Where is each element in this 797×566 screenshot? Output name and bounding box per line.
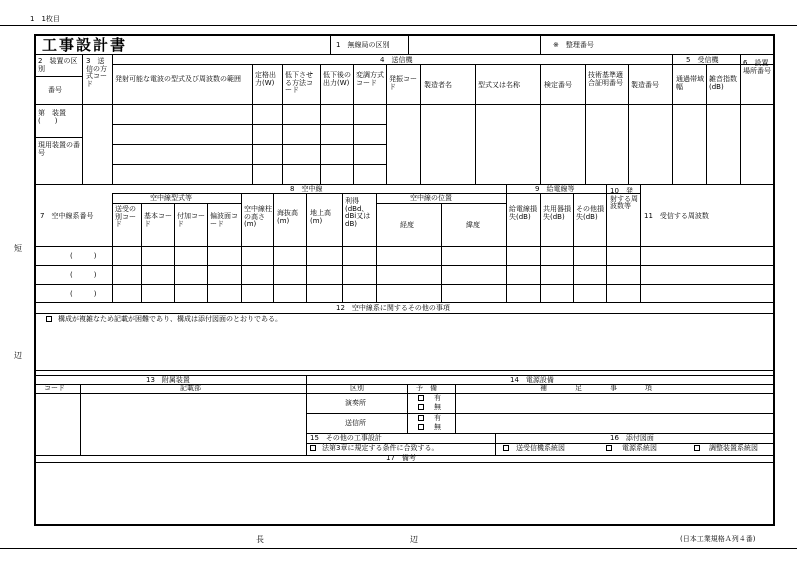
antenna-pos-label: 空中線の位置 (410, 194, 452, 202)
sec12-bottom (35, 370, 775, 371)
vdiv-m (672, 55, 673, 184)
antenna-row-1 (35, 265, 775, 266)
vdiv-j (540, 64, 541, 184)
row-line-left (35, 137, 82, 138)
row-line-3 (112, 164, 386, 165)
sec8-label: 8 空中線 (290, 185, 323, 193)
sec17-label: 17 備考 (386, 454, 416, 462)
sec11-label: 11 受信する周波数 (644, 212, 709, 220)
sec15-check-text: 法第3章に規定する条件に合致する。 (322, 444, 439, 452)
sec10-label: 10 発射する周波数等 (610, 187, 638, 211)
sec16-item-1: 送受信機系統図 (516, 444, 565, 452)
vdiv-g (386, 64, 387, 184)
antenna-header-bottom (35, 246, 775, 247)
sec3-label: 3 送信の方式コード (86, 57, 107, 89)
sec7-label: 7 空中線系番号 (40, 212, 94, 220)
col-cert-no: 検定番号 (544, 81, 572, 89)
sec15-checkbox[interactable] (310, 445, 316, 451)
bottom-label-long: 長 (256, 535, 264, 544)
vdiv-o (740, 55, 741, 184)
col-gain: 利得(dBd、dBi又はdB) (345, 197, 371, 229)
sec12-checkbox[interactable] (46, 316, 52, 322)
col-reduce-code: 低下させる方法コード (285, 71, 313, 95)
side-label-edge: 辺 (14, 351, 22, 360)
sec14-r2-yes-box[interactable] (418, 415, 424, 421)
sec14-hosoku: 補 足 事 項 (540, 384, 652, 392)
seiri-label: ※ 整理番号 (553, 41, 594, 49)
top-rule (0, 25, 797, 26)
col-tx-ref-code: 送受の別コード (115, 205, 136, 229)
vdiv-a (82, 55, 83, 184)
sec13-header-line (35, 384, 775, 385)
header-div-1 (330, 35, 331, 55)
sec14-r2-no-box[interactable] (418, 424, 424, 430)
sec14-div-1 (407, 384, 408, 433)
sec13-code-div (80, 384, 81, 455)
vdiv-i (475, 64, 476, 184)
col-reduced-output: 低下後の出力(W) (323, 71, 351, 87)
sec16-label: 16 添付図面 (610, 434, 654, 442)
col-freq-range: 発射可能な電波の型式及び周波数の範囲 (115, 75, 241, 83)
col-shared-loss: 共用器損失(dB) (543, 205, 571, 221)
av-14 (606, 184, 607, 302)
av-15 (640, 184, 641, 302)
vdiv-h (420, 64, 421, 184)
sec12-title-line (35, 313, 775, 314)
col-latitude: 緯度 (466, 221, 480, 229)
sec14-kubetsu: 区別 (350, 384, 364, 392)
sec14-r1-yes: 有 (434, 394, 441, 402)
existing-device-label: 現用装置の番号 (38, 141, 80, 157)
antenna-type-label: 空中線型式等 (150, 194, 192, 202)
sec14-yobi: 予 備 (416, 384, 437, 392)
sec12-label: 12 空中線系に関するその他の事項 (336, 304, 450, 312)
sec2-label: 2 装置の区別 (38, 57, 78, 73)
col-basic-code: 基本コード (144, 212, 172, 228)
sec13-label: 13 附属装置 (146, 376, 190, 384)
av-4 (207, 203, 208, 302)
col-maker: 製造者名 (424, 81, 452, 89)
sec14-row-line (306, 413, 775, 414)
sec15-label: 15 その他の工事設計 (310, 434, 382, 442)
antenna-row-3 (35, 302, 775, 303)
sec14-r1-yes-box[interactable] (418, 395, 424, 401)
header-div-2 (408, 35, 409, 55)
sec13-col-line (35, 393, 775, 394)
av-5 (241, 193, 242, 302)
av-2 (141, 203, 142, 302)
col-mast-height: 空中線柱の高さ(m) (244, 205, 272, 229)
sec16-check-2[interactable] (606, 445, 612, 451)
av-6 (273, 193, 274, 302)
bottom-label-edge: 辺 (410, 535, 418, 544)
antenna-row-paren-2: ( ) (70, 271, 97, 279)
av-13 (573, 193, 574, 302)
av-8 (342, 193, 343, 302)
sec15-16-div (495, 433, 496, 455)
sec17-title-line (35, 462, 775, 463)
sec16-check-1[interactable] (503, 445, 509, 451)
col-add-code: 付加コード (177, 212, 205, 228)
av-3 (174, 203, 175, 302)
sec14-r1-no-box[interactable] (418, 404, 424, 410)
sec13-code: コード (44, 384, 65, 392)
col-noise-index: 雑音指数(dB) (709, 75, 737, 91)
av-11 (506, 184, 507, 302)
sec12-check-text: 構成が複雑なため記載が困難であり、構成は添付図面のとおりである。 (58, 315, 282, 323)
col-pass-band: 通過帯域幅 (676, 75, 704, 91)
footer-spec: (日本工業規格Ａ列４番) (680, 535, 756, 543)
col-serial-no: 製造番号 (631, 81, 659, 89)
sec14-r2-yes: 有 (434, 414, 441, 422)
col-modulation-code: 変調方式コード (356, 71, 384, 87)
sec14-label: 14 電源設備 (510, 376, 554, 384)
sec4-header-bottom (35, 104, 775, 105)
sec14-row-2: 送信所 (345, 419, 366, 427)
vdiv-k (585, 64, 586, 184)
av-9 (376, 193, 377, 302)
sec9-label: 9 給電線等 (535, 185, 575, 193)
sec16-item-2: 電源系統図 (622, 444, 657, 452)
sec2-sub-line (35, 76, 82, 77)
antenna-row-paren-3: ( ) (70, 290, 97, 298)
av-12 (540, 193, 541, 302)
row-line-2 (112, 144, 386, 145)
col-above-ground: 地上高(m) (310, 209, 331, 225)
antenna-top (35, 184, 775, 185)
antenna-sub2 (112, 203, 242, 204)
sec14-row-1: 演奏所 (345, 399, 366, 407)
header-div-3 (540, 35, 541, 55)
av-7 (306, 193, 307, 302)
side-label-short: 短 (14, 244, 22, 253)
sec13-desc: 記載部 (180, 384, 201, 392)
antenna-row-2 (35, 284, 775, 285)
page-label: 1 1枚目 (30, 15, 60, 23)
vdiv-l (628, 64, 629, 184)
device-label: 第 装置 ( ) (38, 109, 66, 125)
sec1-label: 1 無線局の区別 (336, 41, 390, 49)
col-longitude: 経度 (400, 221, 414, 229)
row-line-1 (112, 124, 386, 125)
form-title: 工事設計書 (42, 36, 128, 54)
sec2-bango: 番号 (48, 86, 62, 94)
antenna-row-paren-1: ( ) (70, 252, 97, 260)
sec14-r1-no: 無 (434, 403, 441, 411)
col-altitude: 海抜高(m) (277, 209, 298, 225)
sec16-check-3[interactable] (694, 445, 700, 451)
sec16-item-3: 調整装置系統図 (709, 444, 758, 452)
col-feed-loss: 給電線損失(dB) (509, 205, 537, 221)
col-rated-output: 定格出力(W) (255, 71, 276, 87)
col-model: 型式又は名称 (478, 81, 520, 89)
av-1 (112, 193, 113, 302)
col-other-loss: その他損失(dB) (576, 205, 604, 221)
col-tech-cert-no: 技術基準適合証明番号 (588, 71, 623, 87)
vdiv-n (706, 64, 707, 184)
header-bottom-line (35, 54, 775, 55)
col-oscillation-code: 発振コード (389, 75, 417, 91)
sec14-div-2 (455, 384, 456, 433)
sec4-label: 4 送信機 (380, 56, 413, 64)
col-pol-code: 偏波面コード (210, 212, 238, 228)
bottom-rule (0, 548, 797, 549)
sec14-r2-no: 無 (434, 423, 441, 431)
sec4-title-line (112, 64, 775, 65)
sec6-label: 6 設置場所番号 (743, 59, 771, 75)
sec5-label: 5 受信機 (686, 56, 719, 64)
av-10 (441, 203, 442, 302)
